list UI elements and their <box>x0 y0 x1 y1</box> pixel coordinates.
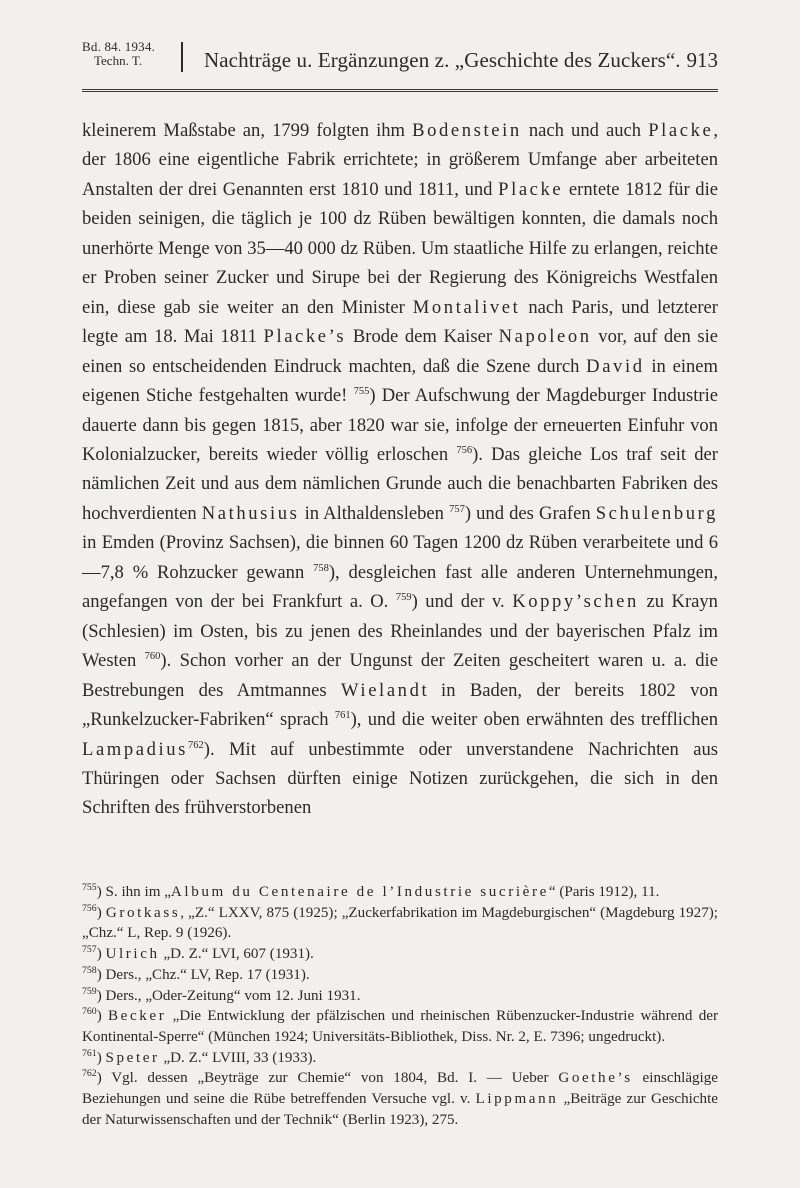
text-run: ) Der Aufschwung der Magdeburger Industrie dauerte dann bis gegen 1815, aber 1820 war sie, infolge der erneuerten Einfuhr von Kolonialzucker, bereits wieder völlig erloschen <box>82 385 718 465</box>
text-run: erntete 1812 für die beiden seinigen, die täglich je 100 dz Rüben bewältigen konnten, die damals noch unerhörte Menge von 35—40 000 dz Rüben. Um staatliche Hilfe zu erlangen, reichte er Proben seiner Zucker und Sirupe bei der Regierung des Königreichs Westfalen ein, diese gab sie weiter an den Minister <box>82 178 718 318</box>
text-run: in Althaldensleben <box>299 502 450 524</box>
text-run: zu Krayn (Schlesien) im Osten, bis zu jenen des Rheinlandes und der bayerischen Pfalz im Westen <box>82 591 718 672</box>
text-run: ) und der v. <box>411 591 513 613</box>
person-name: Lampadius <box>82 738 189 760</box>
person-name: Nathusius <box>201 502 300 524</box>
footnote-ref: 755 <box>353 385 370 397</box>
author-name: Ulrich <box>105 946 160 963</box>
footnote-757 <box>82 944 718 965</box>
footnote-text: ) <box>96 1008 109 1025</box>
text-run: vor, auf den sie einen so entscheidenden Eindruck machten, daß die Szene durch <box>82 326 718 377</box>
footnote-759 <box>82 986 718 1007</box>
footnote-762 <box>82 1068 718 1130</box>
volume-top: Bd. 84. 1934. <box>82 39 156 54</box>
footnote-number: 757 <box>82 944 97 956</box>
footnote-text: „Die Entwicklung der pfälzischen und rheinischen Rübenzucker-Industrie während der Kontinental-Sperre“ (München 1924; Universitäts-Bibliothek, Diss. Nr. 2, E. 7396; ungedruckt). <box>82 1008 718 1045</box>
person-name: Montalivet <box>412 296 521 318</box>
author-name: Becker <box>108 1008 167 1025</box>
footnote-text: ) <box>96 904 106 921</box>
footnote-ref: 761 <box>334 709 351 721</box>
text-run: kleinerem Maßstabe an, 1799 folgten ihm <box>82 120 413 141</box>
person-name: Bodenstein <box>412 120 522 141</box>
text-run: ), und die weiter oben erwähnten des trefflichen <box>350 709 719 731</box>
footnotes <box>82 882 718 1130</box>
footnote-ref: 759 <box>395 592 412 604</box>
running-header <box>82 40 718 80</box>
footnote-text: einschlägige Beziehungen und seine die Rübe betreffenden Versuche vgl. v. <box>82 1070 718 1108</box>
footnote-number: 755 <box>82 881 97 893</box>
text-run: t in Baden, der bereits 1802 von „Runkelzucker-Fabriken“ sprach <box>82 679 718 731</box>
footnote-text: ) Ders., „Oder-Zeitung“ vom 12. Juni 1931. <box>96 987 361 1004</box>
running-title: Nachträge u. Ergänzungen z. „Geschichte des Zuckers“. <box>204 48 681 72</box>
text-run: nach und auch <box>521 120 649 141</box>
person-name: David <box>586 355 645 377</box>
author-name: Lippmann <box>475 1091 559 1108</box>
author-name: Speter <box>105 1049 160 1066</box>
footnote-761 <box>82 1048 718 1069</box>
person-name: Placke <box>648 120 714 141</box>
text-run: ). Das gleiche Los traf seit der nämlichen Zeit und aus dem nämlichen Grunde auch die benachbarten Fabriken des hochverdienten <box>82 443 718 524</box>
volume-bottom: Techn. T. <box>94 53 143 68</box>
footnote-760 <box>82 1006 718 1047</box>
footnote-text: “ (Paris 1912), 11. <box>548 884 660 900</box>
footnote-ref: 760 <box>144 650 161 662</box>
body-paragraph <box>82 116 718 823</box>
page-number: 913 <box>686 48 718 72</box>
volume-reference <box>82 40 192 68</box>
footnote-number: 759 <box>82 985 97 997</box>
main-text <box>82 116 718 823</box>
text-run: ). Mit auf unbestimmte oder unverstandene Nachrichten aus Thüringen oder Sachsen dürften einige Notizen zurückgehen, die sich in den Schriften des frühverstorbenen <box>82 738 718 819</box>
person-name: Wieland <box>341 679 422 701</box>
text-run: , der 1806 eine eigentliche Fabrik errichtete; in größerem Umfange aber arbeiteten Anstalten der drei Genannten erst 1810 und 1811, und <box>82 120 719 200</box>
footnote-number: 762 <box>82 1068 97 1080</box>
person-name: Schulenburg <box>595 502 718 524</box>
footnote-ref: 762 <box>188 739 204 751</box>
footnote-text: ) <box>96 946 106 963</box>
footnote-758 <box>82 965 718 986</box>
footnote-755 <box>82 882 718 903</box>
footnote-text: ) Vgl. dessen „Beyträge zur Chemie“ von 1804, Bd. I. — Ueber <box>96 1070 559 1087</box>
footnote-ref: 758 <box>313 562 329 574</box>
person-name: Koppy’schen <box>512 591 639 613</box>
person-name: Napoleon <box>498 326 592 348</box>
author-name: Album du Centenaire de l’Industrie sucrière <box>170 884 549 900</box>
text-run: ) und des Grafen <box>464 502 596 524</box>
footnote-text: , „Z.“ LXXV, 875 (1925); „Zuckerfabrikation im Magdeburgischen“ (Magdeburg 1927); „Chz.“ L, Rep. 9 (1926). <box>82 904 718 942</box>
author-name: Grotkass <box>105 904 181 921</box>
footnote-text: ) <box>96 1049 106 1066</box>
footnote-text: „D. Z.“ LVI, 607 (1931). <box>159 946 314 963</box>
text-run: nach Paris, und letzterer legte am 18. Mai 1811 <box>82 296 718 348</box>
footnote-text: „D. Z.“ LVIII, 33 (1933). <box>159 1049 317 1066</box>
footnote-text: ) Ders., „Chz.“ LV, Rep. 17 (1931). <box>96 966 310 983</box>
header-bracket <box>181 42 183 72</box>
text-run: in Emden (Provinz Sachsen), die binnen 60 Tagen 1200 dz Rüben verarbeitete und 6—7,8 % Rohzucker gewann <box>82 532 718 583</box>
header-rule <box>82 89 718 92</box>
person-name: Placke <box>498 178 564 200</box>
footnote-ref: 757 <box>449 503 465 515</box>
footnote-number: 761 <box>82 1047 97 1059</box>
footnote-756 <box>82 903 718 944</box>
footnote-number: 760 <box>82 1006 97 1018</box>
footnote-text: „Beiträge zur Geschichte der Naturwissenschaften und der Technik“ (Berlin 1923), 275. <box>82 1091 718 1128</box>
footnote-text: ) S. ihn im „ <box>96 884 171 900</box>
person-name: Placke’s <box>263 326 347 348</box>
author-name: Goethe’s <box>558 1070 633 1087</box>
footnote-ref: 756 <box>456 444 473 456</box>
text-run: ). Schon vorher an der Ungunst der Zeiten gescheitert waren u. a. die Bestrebungen des Amtmannes <box>82 650 718 701</box>
text-run: Brode dem Kaiser <box>346 326 499 348</box>
footnote-number: 758 <box>82 964 97 976</box>
footnote-number: 756 <box>82 902 97 914</box>
text-run: in einem eigenen Stiche festgehalten wurde! <box>82 355 719 407</box>
text-run: ), desgleichen fast alle anderen Unternehmungen, angefangen von der bei Frankfurt a. O. <box>82 561 718 613</box>
